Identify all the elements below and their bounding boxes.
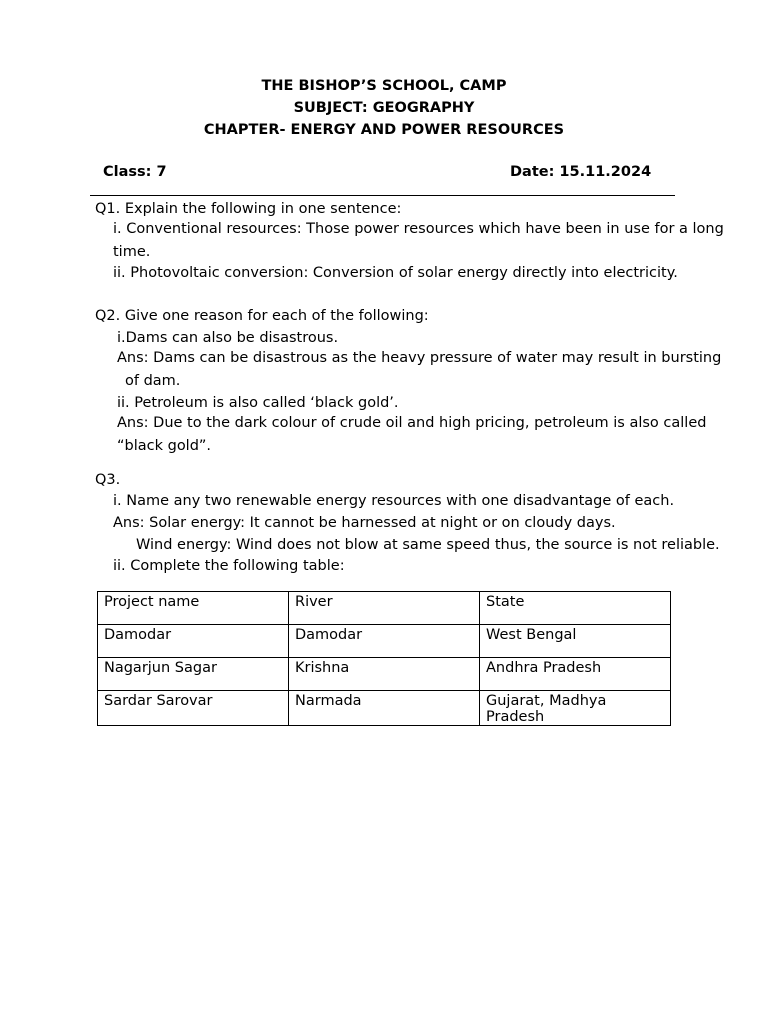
q3-i: i. Name any two renewable energy resources with one disadvantage of each. xyxy=(113,493,675,509)
q2-ii: ii. Petroleum is also called ‘black gold’. xyxy=(117,395,399,411)
table-cell: Krishna xyxy=(289,658,480,691)
school-name: THE BISHOP’S SCHOOL, CAMP xyxy=(261,78,507,94)
table-header-cell: State xyxy=(480,592,671,625)
subject-title: SUBJECT: GEOGRAPHY xyxy=(293,100,475,116)
q3-ii: ii. Complete the following table: xyxy=(113,558,345,574)
date-label: Date: 15.11.2024 xyxy=(510,164,652,180)
header-divider xyxy=(90,195,675,196)
table-header-cell: Project name xyxy=(98,592,289,625)
table-cell: Gujarat, Madhya Pradesh xyxy=(480,691,671,726)
q2-question: Q2. Give one reason for each of the following: xyxy=(95,308,429,324)
table-row xyxy=(98,658,671,691)
projects-table xyxy=(97,591,671,726)
q2-ii-ans-line1: Ans: Due to the dark colour of crude oil and high pricing, petroleum is also called xyxy=(117,415,707,431)
q2-i-ans-line2: of dam. xyxy=(125,373,181,389)
q2-ii-ans-line2: “black gold”. xyxy=(117,438,212,454)
q1-question: Q1. Explain the following in one sentence: xyxy=(95,201,402,217)
q1-ii: ii. Photovoltaic conversion: Conversion of solar energy directly into electricity. xyxy=(113,265,678,281)
class-label: Class: 7 xyxy=(103,164,167,180)
table-header-cell: River xyxy=(289,592,480,625)
table-row xyxy=(98,691,671,726)
q2-i-ans-line1: Ans: Dams can be disastrous as the heavy pressure of water may result in bursting xyxy=(117,350,722,366)
q1-i-line1: i. Conventional resources: Those power resources which have been in use for a long xyxy=(113,221,724,237)
q3-i-ans-line1: Ans: Solar energy: It cannot be harnessed at night or on cloudy days. xyxy=(113,515,616,531)
q2-i: i.Dams can also be disastrous. xyxy=(117,330,339,346)
table-row xyxy=(98,625,671,658)
q1-i-line2: time. xyxy=(113,244,151,260)
table-cell: Nagarjun Sagar xyxy=(98,658,289,691)
table-cell: Sardar Sarovar xyxy=(98,691,289,726)
table-cell: Andhra Pradesh xyxy=(480,658,671,691)
q3-i-ans-line2: Wind energy: Wind does not blow at same speed thus, the source is not reliable. xyxy=(136,537,720,553)
table-cell: Damodar xyxy=(289,625,480,658)
table-cell: Narmada xyxy=(289,691,480,726)
table-cell: Damodar xyxy=(98,625,289,658)
q3-question: Q3. xyxy=(95,472,121,488)
table-header-row xyxy=(98,592,671,625)
table-cell: West Bengal xyxy=(480,625,671,658)
chapter-title: CHAPTER- ENERGY AND POWER RESOURCES xyxy=(203,122,565,138)
